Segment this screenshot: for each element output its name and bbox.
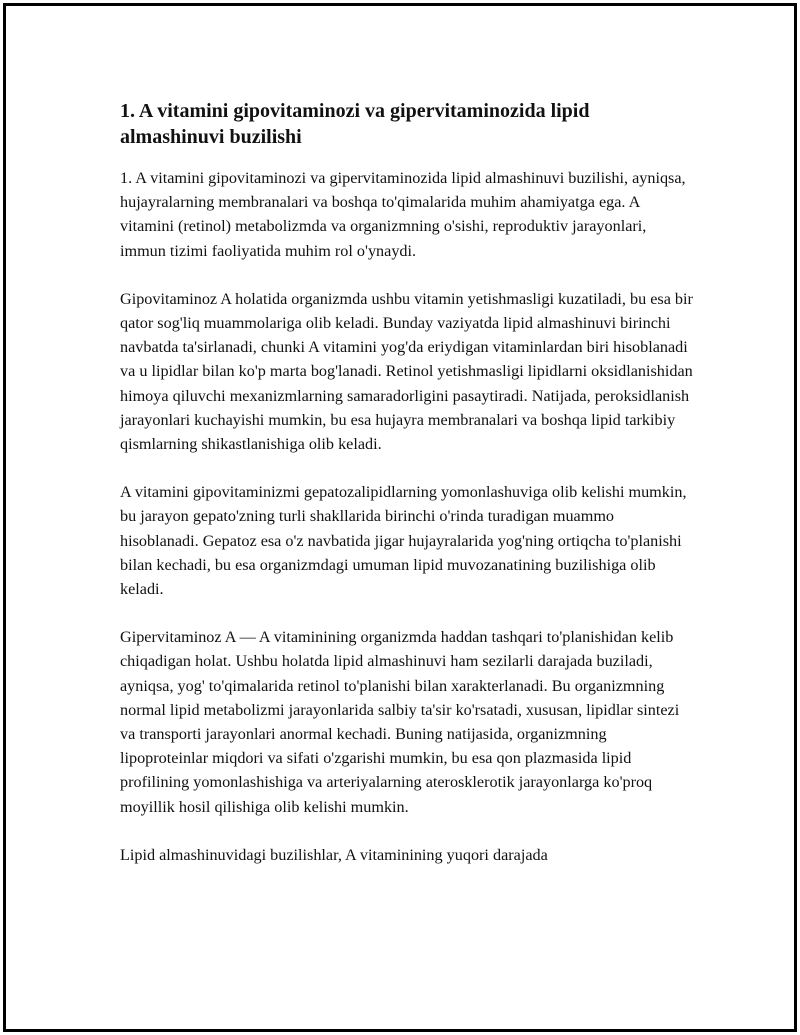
page-frame [3, 3, 797, 1032]
paragraph-3: A vitamini gipovitaminizmi gepatozalipidlarning yomonlashuviga olib kelishi mumkin, bu jarayon gepato'zning turli shakllarida birinchi o'rinda turadigan muammo hisoblanadi. Gepatoz esa o'z navbatida jigar hujayralarida yog'ning ortiqcha to'planishi bilan kechadi, bu esa organizmdagi umuman lipid muvozanatining buzilishiga olib keladi. [120, 483, 687, 599]
paragraph-1: 1. A vitamini gipovitaminozi va gipervitaminozida lipid almashinuvi buzilishi, ayniqsa, hujayralarning membranalari va boshqa to'qimalarida muhim ahamiyatga ega. A vitamini (retinol) metabolizmda va organizmning o'sishi, reproduktiv jarayonlari, immun tizimi faoliyatida muhim rol o'ynaydi. [120, 169, 686, 260]
paragraph-2: Gipovitaminoz A holatida organizmda ushbu vitamin yetishmasligi kuzatiladi, bu esa bir qator sog'liq muammolariga olib keladi. Bunday vaziyatda lipid almashinuvi birinchi navbatda ta'sirlanadi, chunki A vitamini yog'da eriydigan vitaminlardan biri hisoblanadi va u lipidlar bilan ko'p marta bog'lanadi. Retinol yetishmasligi lipidlarni oksidlanishidan himoya qiluvchi mexanizmlarning samaradorligini pasaytiradi. Natijada, peroksidlanish jarayonlari kuchayishi mumkin, bu esa hujayra membranalari va boshqa lipid tarkibiy qismlarning shikastlanishiga olib keladi. [120, 289, 693, 454]
document-content [120, 98, 695, 891]
paragraph-4: Gipervitaminoz A — A vitaminining organizmda haddan tashqari to'planishidan kelib chiqadigan holat. Ushbu holatda lipid almashinuvi ham sezilarli darajada buziladi, ayniqsa, yog' to'qimalarida retinol to'planishi bilan xarakterlanadi. Bu organizmning normal lipid metabolizmi jarayonlarida salbiy ta'sir ko'rsatadi, xususan, lipidlar sintezi va transporti jarayonlari anormal kechadi. Buning natijasida, organizmning lipoproteinlar miqdori va sifati o'zgarishi mumkin, bu esa qon plazmasida lipid profilining yomonlashishiga va arteriyalarning aterosklerotik jarayonlarga ko'proq moyillik hosil qilishiga olib kelishi mumkin. [120, 628, 680, 816]
document-title: 1. A vitamini gipovitaminozi va gipervitaminozida lipid almashinuvi buzilishi [120, 100, 590, 148]
paragraph-5: Lipid almashinuvidagi buzilishlar, A vitaminining yuqori darajada [120, 845, 548, 864]
